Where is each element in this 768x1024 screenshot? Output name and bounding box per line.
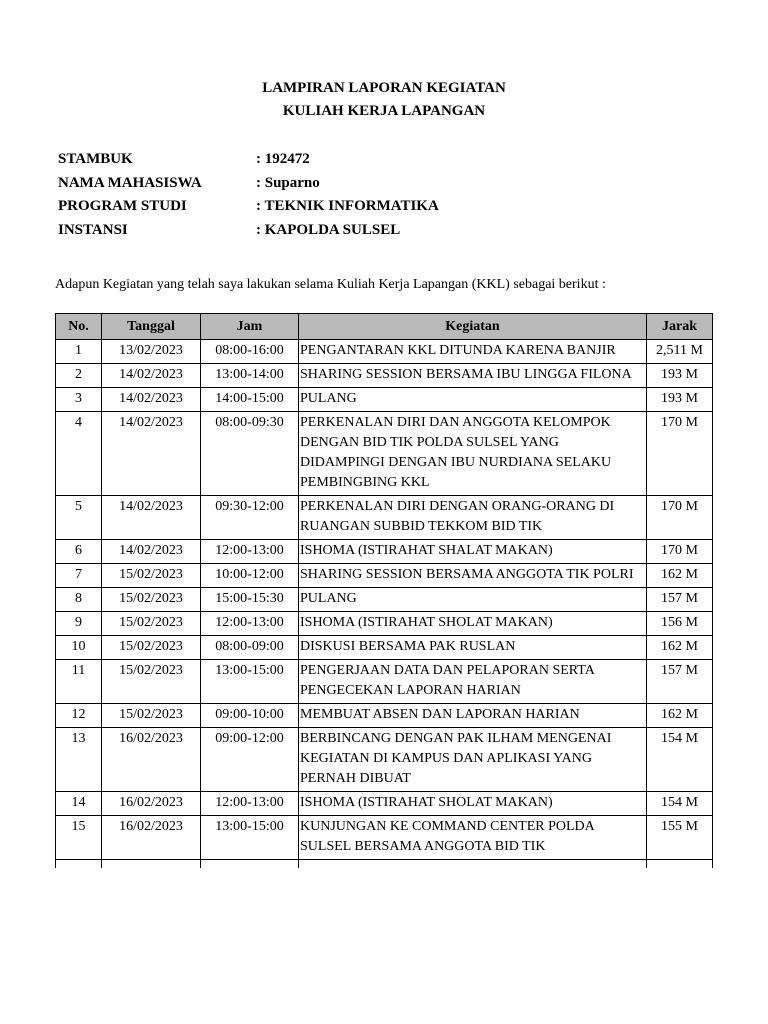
intro-paragraph: Adapun Kegiatan yang telah saya lakukan selama Kuliah Kerja Lapangan (KKL) sebagai berikut : [55, 277, 606, 292]
cell-tanggal: 16/02/2023 [102, 792, 201, 816]
document-title: LAMPIRAN LAPORAN KEGIATAN [262, 80, 506, 96]
table-row [56, 364, 713, 388]
table-row [56, 340, 713, 364]
cell-kegiatan: DISKUSI BERSAMA PAK RUSLAN [299, 636, 647, 660]
cell-kegiatan: SHARING SESSION BERSAMA IBU LINGGA FILONA [299, 364, 647, 388]
cell-no: 8 [56, 588, 102, 612]
empty-cell [102, 860, 201, 869]
header-tanggal: Tanggal [102, 314, 201, 340]
cell-jam: 08:00-09:30 [201, 412, 299, 496]
cell-no: 2 [56, 364, 102, 388]
cell-jarak: 170 M [647, 496, 713, 540]
cell-jam: 10:00-12:00 [201, 564, 299, 588]
info-row-stambuk [58, 148, 439, 172]
cell-kegiatan: PULANG [299, 588, 647, 612]
cell-no: 12 [56, 704, 102, 728]
cell-jam: 12:00-13:00 [201, 612, 299, 636]
cell-no: 4 [56, 412, 102, 496]
cell-tanggal: 15/02/2023 [102, 636, 201, 660]
cell-jarak: 170 M [647, 540, 713, 564]
cell-no: 1 [56, 340, 102, 364]
table-row-continuation [56, 860, 713, 869]
table-row [56, 564, 713, 588]
cell-jarak: 162 M [647, 636, 713, 660]
cell-no: 3 [56, 388, 102, 412]
header-jam: Jam [201, 314, 299, 340]
table-row [56, 496, 713, 540]
cell-jarak: 155 M [647, 816, 713, 860]
cell-jarak: 154 M [647, 792, 713, 816]
empty-cell [201, 860, 299, 869]
cell-jam: 13:00-15:00 [201, 816, 299, 860]
info-row-nama [58, 172, 439, 196]
info-label: NAMA MAHASISWA [58, 174, 202, 191]
cell-kegiatan: MEMBUAT ABSEN DAN LAPORAN HARIAN [299, 704, 647, 728]
cell-no: 7 [56, 564, 102, 588]
cell-kegiatan: ISHOMA (ISTIRAHAT SHOLAT MAKAN) [299, 612, 647, 636]
table-row [56, 588, 713, 612]
header-no: No. [56, 314, 102, 340]
header-kegiatan: Kegiatan [299, 314, 647, 340]
cell-no: 15 [56, 816, 102, 860]
cell-kegiatan: KUNJUNGAN KE COMMAND CENTER POLDA SULSEL BERSAMA ANGGOTA BID TIK [299, 816, 647, 860]
cell-kegiatan: ISHOMA (ISTIRAHAT SHOLAT MAKAN) [299, 792, 647, 816]
info-value: : KAPOLDA SULSEL [256, 221, 401, 238]
cell-tanggal: 14/02/2023 [102, 540, 201, 564]
cell-tanggal: 14/02/2023 [102, 412, 201, 496]
document-subtitle: KULIAH KERJA LAPANGAN [282, 103, 486, 119]
empty-cell [299, 860, 647, 869]
cell-tanggal: 13/02/2023 [102, 340, 201, 364]
info-label: PROGRAM STUDI [58, 198, 187, 215]
cell-jam: 09:30-12:00 [201, 496, 299, 540]
table-row [56, 704, 713, 728]
cell-jam: 12:00-13:00 [201, 540, 299, 564]
info-value: : TEKNIK INFORMATIKA [256, 198, 439, 215]
cell-tanggal: 15/02/2023 [102, 660, 201, 704]
table-row [56, 792, 713, 816]
cell-kegiatan: PENGANTARAN KKL DITUNDA KARENA BANJIR [299, 340, 647, 364]
table-row [56, 728, 713, 792]
cell-jam: 08:00-09:00 [201, 636, 299, 660]
cell-jarak: 162 M [647, 564, 713, 588]
cell-kegiatan: PENGERJAAN DATA DAN PELAPORAN SERTA PENGECEKAN LAPORAN HARIAN [299, 660, 647, 704]
table-body [56, 340, 713, 869]
cell-jarak: 154 M [647, 728, 713, 792]
cell-no: 11 [56, 660, 102, 704]
info-row-program [58, 195, 439, 219]
cell-jarak: 193 M [647, 388, 713, 412]
cell-tanggal: 16/02/2023 [102, 816, 201, 860]
empty-cell [56, 860, 102, 869]
cell-jam: 09:00-10:00 [201, 704, 299, 728]
cell-no: 5 [56, 496, 102, 540]
activity-table [55, 313, 713, 868]
cell-jarak: 156 M [647, 612, 713, 636]
cell-no: 9 [56, 612, 102, 636]
table-row [56, 636, 713, 660]
cell-jarak: 157 M [647, 660, 713, 704]
cell-tanggal: 16/02/2023 [102, 728, 201, 792]
cell-jam: 12:00-13:00 [201, 792, 299, 816]
info-row-instansi [58, 219, 439, 243]
cell-tanggal: 15/02/2023 [102, 564, 201, 588]
cell-kegiatan: BERBINCANG DENGAN PAK ILHAM MENGENAI KEGIATAN DI KAMPUS DAN APLIKASI YANG PERNAH DIBUAT [299, 728, 647, 792]
student-info [58, 148, 439, 242]
table-row [56, 540, 713, 564]
cell-tanggal: 14/02/2023 [102, 388, 201, 412]
cell-no: 14 [56, 792, 102, 816]
cell-kegiatan: SHARING SESSION BERSAMA ANGGOTA TIK POLRI [299, 564, 647, 588]
info-value: : 192472 [256, 151, 310, 168]
table-row [56, 412, 713, 496]
info-label: INSTANSI [58, 221, 128, 238]
info-label: STAMBUK [58, 151, 133, 168]
cell-no: 10 [56, 636, 102, 660]
cell-kegiatan: PULANG [299, 388, 647, 412]
cell-jarak: 157 M [647, 588, 713, 612]
table-header-row [56, 314, 713, 340]
cell-tanggal: 15/02/2023 [102, 612, 201, 636]
cell-jam: 14:00-15:00 [201, 388, 299, 412]
cell-tanggal: 14/02/2023 [102, 364, 201, 388]
empty-cell [647, 860, 713, 869]
cell-jarak: 193 M [647, 364, 713, 388]
cell-jam: 15:00-15:30 [201, 588, 299, 612]
table-row [56, 816, 713, 860]
cell-jarak: 170 M [647, 412, 713, 496]
header-jarak: Jarak [647, 314, 713, 340]
table-row [56, 612, 713, 636]
table-row [56, 660, 713, 704]
cell-no: 13 [56, 728, 102, 792]
cell-jam: 09:00-12:00 [201, 728, 299, 792]
cell-tanggal: 15/02/2023 [102, 704, 201, 728]
info-value: : Suparno [256, 174, 320, 191]
cell-tanggal: 15/02/2023 [102, 588, 201, 612]
cell-kegiatan: PERKENALAN DIRI DENGAN ORANG-ORANG DI RUANGAN SUBBID TEKKOM BID TIK [299, 496, 647, 540]
cell-jam: 08:00-16:00 [201, 340, 299, 364]
cell-jam: 13:00-14:00 [201, 364, 299, 388]
table-row [56, 388, 713, 412]
cell-kegiatan: PERKENALAN DIRI DAN ANGGOTA KELOMPOK DENGAN BID TIK POLDA SULSEL YANG DIDAMPINGI DENGAN IBU NURDIANA SELAKU PEMBINGBING KKL [299, 412, 647, 496]
cell-jarak: 2,511 M [647, 340, 713, 364]
cell-no: 6 [56, 540, 102, 564]
cell-tanggal: 14/02/2023 [102, 496, 201, 540]
cell-kegiatan: ISHOMA (ISTIRAHAT SHALAT MAKAN) [299, 540, 647, 564]
cell-jarak: 162 M [647, 704, 713, 728]
cell-jam: 13:00-15:00 [201, 660, 299, 704]
